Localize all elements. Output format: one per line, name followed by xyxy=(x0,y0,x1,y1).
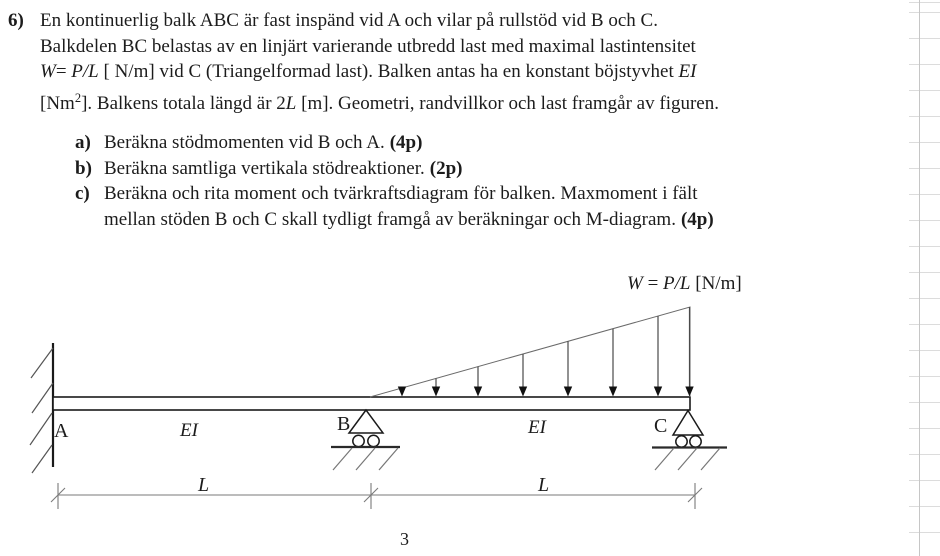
ei-label-right: EI xyxy=(528,417,546,438)
graph-paper-grid xyxy=(909,0,940,556)
load-arrow xyxy=(519,354,527,397)
support-a-label: A xyxy=(54,420,69,442)
task-c-text-line2: mellan stöden B och C skall tydligt framgå av beräkningar och M-diagram. (4p) xyxy=(104,209,714,230)
task-b-points: (2p) xyxy=(429,158,463,179)
problem-line-3: W= P/L [ N/m] vid C (Triangelformad last). Balken antas ha en konstant böjstyvhet EI xyxy=(40,61,697,82)
load-arrow xyxy=(685,307,693,397)
superscript-2: 2 xyxy=(74,91,82,105)
page-number: 3 xyxy=(400,529,409,549)
task-c-text-line1: Beräkna och rita moment och tvärkraftsdiagram för balken. Maxmoment i fält xyxy=(104,183,698,204)
task-c-marker: c) xyxy=(75,183,90,204)
symbol-w: W xyxy=(40,61,56,82)
task-b-text: Beräkna samtliga vertikala stödreaktioner. (2p) xyxy=(104,158,463,179)
support-b-label: B xyxy=(337,413,351,435)
graph-paper-vertical-line xyxy=(919,0,920,556)
task-a-text: Beräkna stödmomenten vid B och A. (4p) xyxy=(104,132,423,153)
problem-line-1: En kontinuerlig balk ABC är fast inspänd vid A och vilar på rullstöd vid B och C. xyxy=(40,10,658,31)
load-arrow xyxy=(564,341,572,396)
symbol-pl: P/L xyxy=(71,61,99,82)
span-length-label-left: L xyxy=(198,474,210,496)
triangular-load xyxy=(370,307,694,397)
load-arrow xyxy=(474,367,482,397)
dimension-line xyxy=(51,483,702,509)
problem-number: 6) xyxy=(8,10,24,31)
load-arrow xyxy=(654,316,662,397)
problem-line-2: Balkdelen BC belastas av en linjärt varierande utbredd last med maximal lastintensitet xyxy=(40,36,696,57)
task-b-marker: b) xyxy=(75,158,92,179)
load-intensity-label: W = P/L [N/m] xyxy=(627,273,742,294)
symbol-ei: EI xyxy=(678,61,697,82)
load-arrow xyxy=(398,387,406,397)
task-c-points: (4p) xyxy=(680,209,714,230)
symbol-l: L xyxy=(285,93,297,114)
beam xyxy=(53,397,690,410)
problem-line-4: [Nm$^2$]. Balkens totala längd är 2L [m]. Geometri, randvillkor och last framgår av figuren. xyxy=(40,91,719,114)
ei-label-left: EI xyxy=(180,420,198,441)
task-a-marker: a) xyxy=(75,132,91,153)
load-arrow xyxy=(609,329,617,397)
support-c-label: C xyxy=(654,415,668,437)
load-arrow xyxy=(432,378,440,396)
fixed-support-a xyxy=(30,343,53,473)
beam-figure xyxy=(0,255,800,556)
task-a-points: (4p) xyxy=(389,132,423,153)
span-length-label-right: L xyxy=(538,474,550,496)
